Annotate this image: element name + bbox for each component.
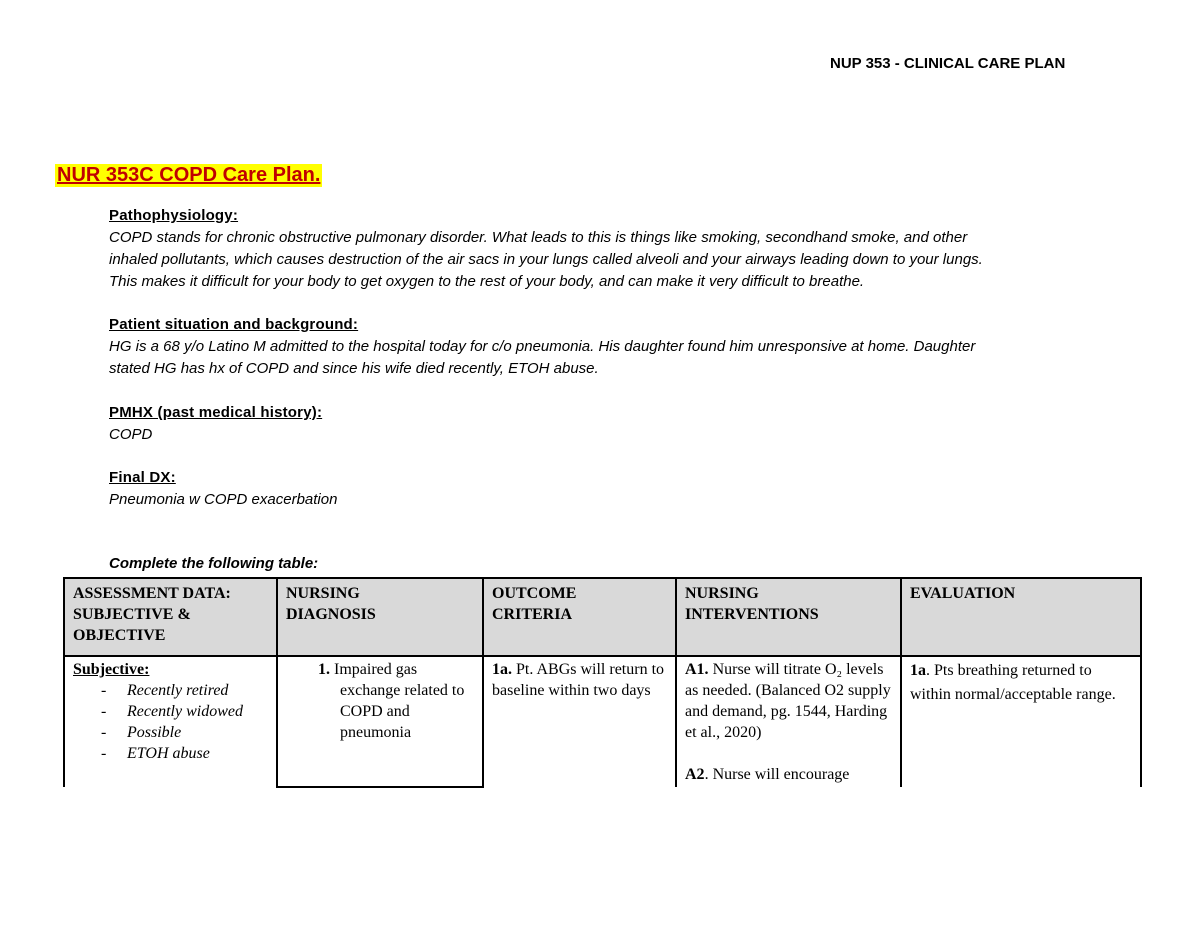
- diagnosis-number: 1.: [318, 661, 330, 678]
- list-item: - Recently widowed: [101, 701, 268, 722]
- interventions-cell: [676, 656, 901, 787]
- subjective-list: [73, 680, 268, 764]
- pmhx-body: COPD: [109, 426, 153, 443]
- pathophysiology-heading: Pathophysiology:: [109, 207, 239, 224]
- header-line: NURSING: [685, 585, 759, 602]
- pathophysiology-line: This makes it difficult for your body to get oxygen to the rest of your body, and can make it very difficult to breathe.: [109, 273, 865, 290]
- situation-heading: Patient situation and background:: [109, 316, 359, 333]
- header-line: DIAGNOSIS: [286, 606, 376, 623]
- table-row: [64, 656, 1141, 787]
- evaluation-body: . Pts breathing returned to within normal/acceptable range.: [910, 662, 1116, 703]
- diagnosis-body: Impaired gas exchange related to COPD and pneumonia: [330, 661, 465, 741]
- header-assessment: [64, 578, 277, 656]
- header-evaluation: [901, 578, 1141, 656]
- intervention-a1: [685, 659, 892, 743]
- header-interventions: [676, 578, 901, 656]
- intervention-a1-label: A1.: [685, 661, 709, 678]
- pmhx-heading: PMHX (past medical history):: [109, 404, 323, 421]
- intervention-a2-label: A2: [685, 766, 705, 783]
- situation-line: stated HG has hx of COPD and since his wife died recently, ETOH abuse.: [109, 360, 599, 377]
- pmhx-section: [109, 402, 1109, 446]
- outcome-body: Pt. ABGs will return to baseline within two days: [492, 661, 665, 699]
- list-item: - ETOH abuse: [101, 743, 268, 764]
- diagnosis-text: [286, 659, 474, 743]
- header-course-label: NUP 353 - CLINICAL CARE PLAN: [830, 55, 1066, 72]
- intervention-a2-body: . Nurse will encourage: [704, 766, 850, 783]
- header-diagnosis: [277, 578, 483, 656]
- outcome-cell: [483, 656, 676, 787]
- header-line: CRITERIA: [492, 606, 573, 623]
- header-line: OBJECTIVE: [73, 627, 166, 644]
- pathophysiology-line: COPD stands for chronic obstructive pulmonary disorder. What leads to this is things like smoking, secondhand smoke, and other: [109, 229, 968, 246]
- care-plan-table: [63, 577, 1142, 788]
- list-item: - Possible: [101, 722, 268, 743]
- situation-line: HG is a 68 y/o Latino M admitted to the hospital today for c/o pneumonia. His daughter found him unresponsive at home. Daughter: [109, 338, 976, 355]
- evaluation-cell: [901, 656, 1141, 787]
- header-line: SUBJECTIVE &: [73, 606, 191, 623]
- table-header-row: [64, 578, 1141, 656]
- intervention-a1-body: Nurse will titrate O₂ levels as needed. (Balanced O2 supply and demand, pg. 1544, Harding et al., 2020): [685, 661, 891, 741]
- diagnosis-cell: [277, 656, 483, 787]
- header-line: ASSESSMENT DATA:: [73, 585, 231, 602]
- header-outcome: [483, 578, 676, 656]
- outcome-number: 1a.: [492, 661, 512, 678]
- header-line: OUTCOME: [492, 585, 577, 602]
- document-title: NUR 353C COPD Care Plan.: [57, 164, 321, 186]
- pathophysiology-section: [109, 205, 1109, 293]
- final-dx-heading: Final DX:: [109, 469, 176, 486]
- final-dx-body: Pneumonia w COPD exacerbation: [109, 491, 338, 508]
- list-item: - Recently retired: [101, 680, 268, 701]
- outcome-text: [492, 659, 667, 701]
- pathophysiology-line: inhaled pollutants, which causes destruction of the air sacs in your lungs called alveoli and your airways leading down to your lungs.: [109, 251, 983, 268]
- spacer: [685, 743, 892, 764]
- header-line: EVALUATION: [910, 585, 1016, 602]
- situation-section: [109, 314, 1109, 380]
- table-intro: Complete the following table:: [109, 555, 319, 572]
- assessment-cell: [64, 656, 277, 787]
- intervention-a2: [685, 764, 892, 785]
- evaluation-number: 1a: [910, 662, 926, 679]
- subjective-label: Subjective:: [73, 661, 150, 678]
- evaluation-text: [910, 659, 1132, 707]
- header-line: INTERVENTIONS: [685, 606, 819, 623]
- final-dx-section: [109, 467, 1109, 511]
- header-line: NURSING: [286, 585, 360, 602]
